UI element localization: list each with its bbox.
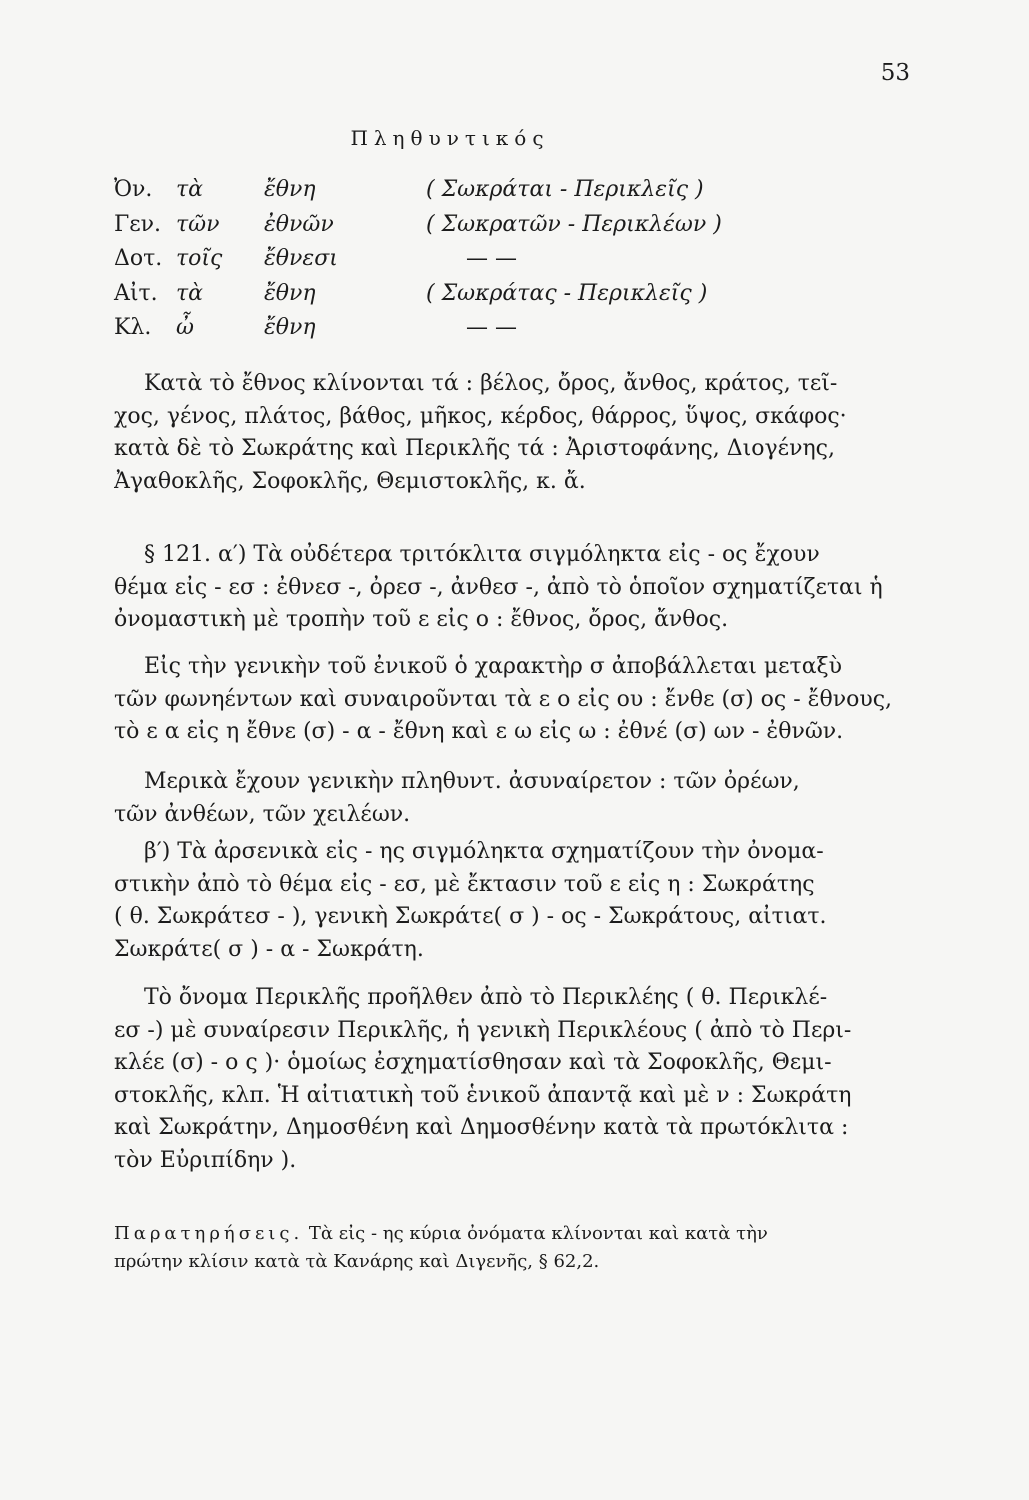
text-line: καὶ Σωκράτην, Δημοσθένη καὶ Δημοσθένην κατὰ τὰ πρωτόκλιτα : — [114, 1115, 849, 1141]
case-label: Κλ. — [114, 315, 152, 340]
article: τὰ — [176, 281, 204, 306]
case-label: Γεν. — [114, 212, 162, 237]
parallel-forms: — — — [466, 315, 517, 340]
noun-form: ἔθνη — [264, 315, 316, 340]
text-line: τῶν φωνηέντων καὶ συναιροῦνται τὰ ε ο εἰς ου : ἔνθε (σ) ος - ἔθνους, — [114, 686, 893, 712]
paragraph-uncontracted — [114, 766, 914, 831]
noun-form: ἔθνη — [264, 281, 316, 306]
page-number: 53 — [880, 60, 910, 86]
text-line: § 121. α′) Τὰ οὐδέτερα τριτόκλιτα σιγμόληκτα εἰς - ος ἔχουν — [144, 542, 820, 567]
article: τοῖς — [176, 246, 223, 271]
parallel-forms: ( Σωκράται - Περικλεῖς ) — [426, 177, 704, 202]
text-line: Μερικὰ ἔχουν γενικὴν πληθυντ. ἀσυναίρετον : τῶν ὀρέων, — [144, 769, 800, 794]
text-line: Τὸ ὄνομα Περικλῆς προῆλθεν ἀπὸ τὸ Περικλέης ( θ. Περικλέ- — [144, 985, 828, 1010]
text-line: κλέε (σ) - ο ς )· ὁμοίως ἐσχηματίσθησαν καὶ τὰ Σοφοκλῆς, Θεμι- — [114, 1050, 832, 1076]
text-line: στικὴν ἀπὸ τὸ θέμα εἰς - εσ, μὲ ἔκτασιν τοῦ ε εἰς η : Σωκράτης — [114, 871, 815, 897]
case-label: Δοτ. — [114, 246, 163, 271]
paragraph-masculine — [114, 836, 914, 966]
text-line: Σωκράτε( σ ) - α - Σωκράτη. — [114, 936, 424, 962]
text-line: ( θ. Σωκράτεσ - ), γενικὴ Σωκράτε( σ ) - ος - Σωκράτους, αἰτιατ. — [114, 904, 827, 930]
parallel-forms: ( Σωκράτας - Περικλεῖς ) — [426, 281, 708, 306]
noun-form: ἔθνη — [264, 177, 316, 202]
text-line: θέμα εἰς - εσ : ἐθνεσ -, ὀρεσ -, ἀνθεσ -, ἀπὸ τὸ ὁποῖον σχηματίζεται ἡ — [114, 574, 883, 600]
section-heading: Πληθυντικός — [350, 126, 550, 150]
article: τῶν — [176, 212, 220, 237]
article: ὦ — [176, 315, 194, 340]
text-line: ὀνομαστικὴ μὲ τροπὴν τοῦ ε εἰς ο : ἔθνος, ὄρος, ἄνθος. — [114, 607, 729, 633]
paragraph-declension-examples — [114, 368, 914, 498]
text-line: τὸ ε α εἰς η ἔθνε (σ) - α - ἔθνη καὶ ε ω εἰς ω : ἐθνέ (σ) ων - ἐθνῶν. — [114, 719, 844, 745]
text-line: κατὰ δὲ τὸ Σωκράτης καὶ Περικλῆς τά : Ἀριστοφάνης, Διογένης, — [114, 436, 835, 462]
text-line — [114, 1220, 914, 1248]
text-line: χος, γένος, πλάτος, βάθος, μῆκος, κέρδος, θάρρος, ὕψος, σκάφος· — [114, 403, 847, 429]
text-line: στοκλῆς, κλπ. Ἡ αἰτιατικὴ τοῦ ἑνικοῦ ἀπαντᾷ καὶ μὲ ν : Σωκράτη — [114, 1082, 852, 1108]
paragraph-genitive — [114, 651, 914, 749]
text-line: εσ -) μὲ συναίρεσιν Περικλῆς, ἡ γενικὴ Περικλέους ( ἀπὸ τὸ Περι- — [114, 1017, 852, 1043]
note-text: πρώτην κλίσιν κατὰ τὰ Κανάρης καὶ Διγενῆς, § 62,2. — [114, 1251, 600, 1272]
case-label: Αἰτ. — [114, 281, 158, 306]
noun-form: ἔθνεσι — [264, 246, 338, 271]
text-line: Εἰς τὴν γενικὴν τοῦ ἐνικοῦ ὁ χαρακτὴρ σ ἀποβάλλεται μεταξὺ — [144, 654, 843, 679]
noun-form: ἐθνῶν — [264, 212, 334, 237]
text-line: Ἀγαθοκλῆς, Σοφοκλῆς, Θεμιστοκλῆς, κ. ἄ. — [114, 468, 586, 494]
note-label: Παρατηρήσεις. — [114, 1223, 304, 1244]
paragraph-section-121 — [114, 539, 914, 637]
footnote-remarks — [114, 1220, 914, 1276]
text-line: β′) Τὰ ἀρσενικὰ εἰς - ης σιγμόληκτα σχηματίζουν τὴν ὀνομα- — [144, 839, 824, 864]
article: τὰ — [176, 177, 204, 202]
text-line: Κατὰ τὸ ἔθνος κλίνονται τά : βέλος, ὄρος, ἄνθος, κράτος, τεῖ- — [144, 371, 838, 396]
paragraph-pericles — [114, 982, 914, 1178]
text-line: τὸν Εὐριπίδην ). — [114, 1147, 297, 1173]
parallel-forms: ( Σωκρατῶν - Περικλέων ) — [426, 212, 722, 237]
text-line: τῶν ἀνθέων, τῶν χειλέων. — [114, 801, 411, 827]
parallel-forms: — — — [466, 246, 517, 271]
case-label: Ὀν. — [114, 177, 153, 202]
note-text: Τὰ εἰς - ης κύρια ὀνόματα κλίνονται καὶ κατὰ τὴν — [308, 1223, 768, 1244]
